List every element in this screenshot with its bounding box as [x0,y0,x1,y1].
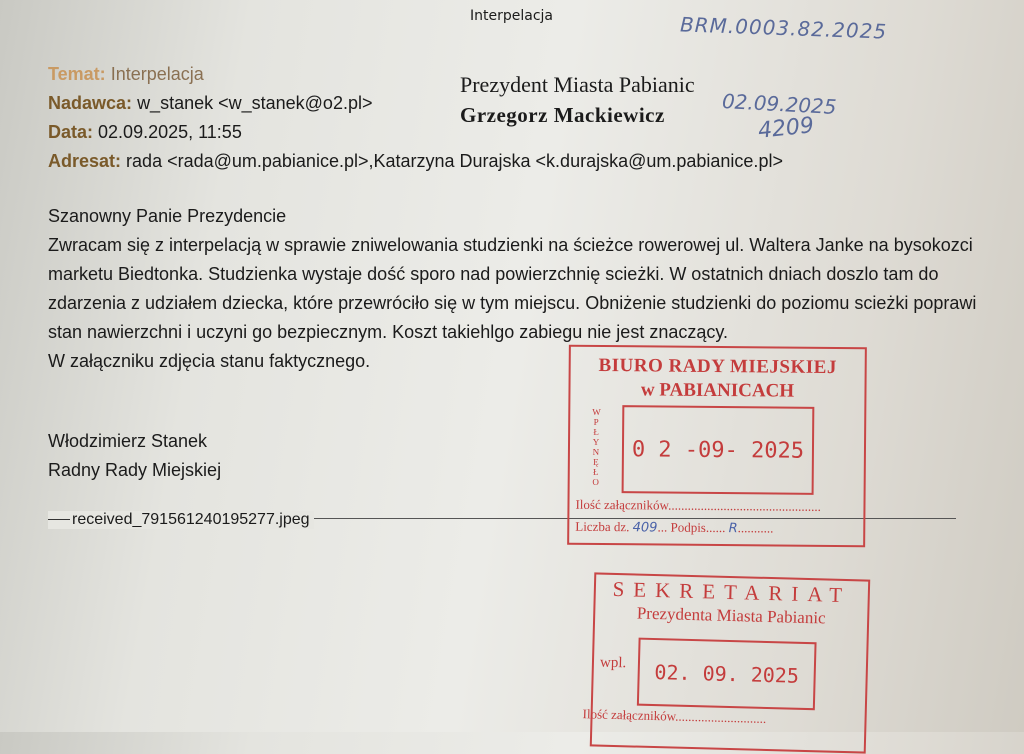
handwritten-date: 02.09.2025 [721,89,838,119]
attachment-note: W załączniku zdjęcia stanu faktycznego. [48,351,371,371]
body-paragraph: Zwracam się z interpelacją w sprawie zniwelowania studzienki na ścieżce rowerowej ul. Waltera Janke na bysokozci marketu Biedtonka. Studzienka wystaje dość sporo nad powierzchnię scieżki. W ostatnich dniach doszlo tam do zdarzenia z udziałem dziecka, które przewróciło się w tym miejscu. Obniżenie studzienki do poziomu scieżki poprawi stan nawierzchni i uczyni go bezpiecznym. Koszt takiehlgo zabiegu nie jest znaczący. [48,235,977,342]
attachment-filename: received_791561240195277.jpeg [72,511,310,528]
stamp-rada-line1: BIURO RADY MIEJSKIEJ [598,354,837,379]
stamp-rada-vertical: WPŁYNĘŁO [592,406,601,487]
stamp-sekretariat-attachments-field: Ilość załączników............................ [582,706,767,726]
signature-name: Włodzimierz Stanek [48,431,208,451]
recipient-row [48,147,783,176]
date-label: Data: [48,122,94,142]
stamp-rada-signature: R [728,521,738,537]
stamp-sekretariat-wpl: wpl. [599,654,627,672]
date-row [48,118,783,147]
addressee-name: Grzegorz Mackiewicz [460,103,665,127]
sender-label: Nadawca: [48,93,133,113]
handwritten-number: 4209 [756,113,816,144]
stamp-rada-attachments-field: Ilość załączników............................................... [575,496,821,514]
stamp-sekretariat-date: 02. 09. 2025 [637,638,817,711]
sender-row [48,89,783,118]
document-title: Interpelacja [470,8,553,24]
addressee-title: Prezydent Miasta Pabianic [460,72,695,97]
stamp-rada-line2: w PABIANICACH [640,379,795,402]
subject-value: Interpelacja [110,64,204,84]
recipient-value: rada <rada@um.pabianice.pl>,Katarzyna Durajska <k.durajska@um.pabianice.pl> [126,151,783,171]
email-header [48,60,783,176]
stamp-sekretariat-line2: Prezydenta Miasta Pabianic [636,603,826,628]
attachment-dash [48,519,70,520]
signature-role: Radny Rady Miejskiej [48,460,222,480]
handwritten-reference: BRM.0003.82.2025 [679,12,888,44]
subject-label: Temat: [48,64,106,84]
stamp-rada-date: 0 2 -09- 2025 [622,405,815,495]
stamp-sekretariat-line1: SEKRETARIAT [612,576,852,608]
stamp-biuro-rady [567,345,867,548]
greeting: Szanowny Panie Prezydencie [48,206,287,226]
stamp-rada-number-field: Liczba dz. 409... Podpis...... R........... [575,518,774,537]
date-value: 02.09.2025, 11:55 [98,122,242,142]
attachment-item[interactable] [48,511,314,529]
stamp-sekretariat [582,572,870,753]
sender-value: w_stanek <w_stanek@o2.pl> [137,93,373,113]
recipient-label: Adresat: [48,151,122,171]
signature-block [48,427,221,485]
subject-row [48,60,783,89]
stamp-rada-number: 409 [632,520,658,536]
